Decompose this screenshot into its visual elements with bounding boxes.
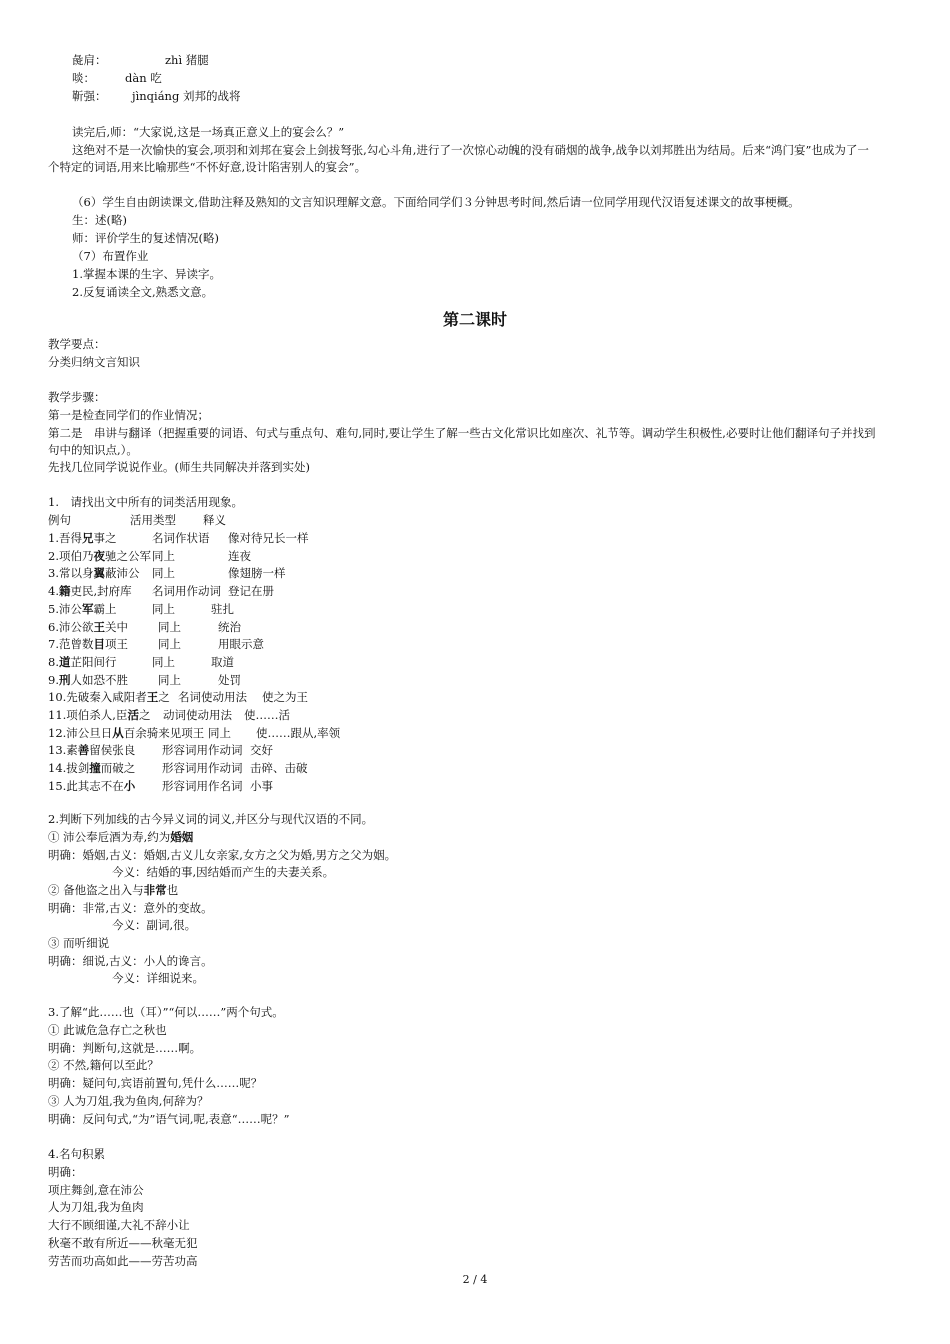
usage-type: 同上 bbox=[152, 566, 175, 581]
paragraph: 读完后,师：“大家说,这是一场真正意义上的宴会么？” bbox=[72, 125, 345, 139]
example-sentence: 1.吾得兄事之 bbox=[48, 531, 117, 545]
pattern-line: 明确：反问句式,“为”语气词,呢,表意“……呢？” bbox=[48, 1111, 290, 1126]
highlighted-word: 小 bbox=[123, 778, 136, 793]
modern-meaning-line: 今义：详细说来。 bbox=[112, 971, 204, 985]
pattern-line: ③ 人为刀俎,我为鱼肉,何辞为？ bbox=[48, 1093, 209, 1108]
column-header: 释义 bbox=[203, 513, 226, 527]
example-sentence: 9.刑人如恐不胜 bbox=[48, 672, 128, 687]
usage-meaning: 像对待兄长一样 bbox=[228, 531, 309, 545]
usage-type: 动词使动用法 bbox=[163, 708, 232, 722]
vocab-pinyin: dàn 吃 bbox=[125, 71, 162, 85]
question-line: ③ 而听细说 bbox=[48, 936, 110, 950]
example-sentence: 10.先破秦入咸阳者王之 bbox=[48, 690, 170, 705]
column-header: 活用类型 bbox=[130, 513, 176, 527]
example-sentence: 5.沛公军霸上 bbox=[48, 601, 117, 616]
example-sentence: 7.范曾数目项王 bbox=[48, 637, 128, 652]
example-sentence: 14.拔剑撞而破之 bbox=[48, 761, 136, 776]
quote-line: 人为刀俎,我为鱼肉 bbox=[48, 1200, 144, 1215]
pattern-line: ① 此诚危急存亡之秋也 bbox=[48, 1023, 167, 1037]
usage-type: 同上 bbox=[152, 654, 175, 669]
modern-meaning-line: 今义：结婚的事,因结婚而产生的夫妻关系。 bbox=[112, 865, 335, 879]
usage-type: 名词作状语 bbox=[152, 531, 210, 545]
usage-meaning: 驻扎 bbox=[211, 601, 234, 616]
vocab-word: 啖： bbox=[72, 71, 95, 85]
paragraph: 第二是 串讲与翻译（把握重要的词语、句式与重点句、难句,同时,要让学生了解一些古文化常识比如座次、礼节等。调动学生积极性,必要时让他们翻译句子并找到 bbox=[48, 426, 876, 440]
highlighted-word: 善 bbox=[77, 743, 90, 758]
usage-meaning: 小事 bbox=[250, 778, 273, 793]
page-number: 2 / 4 bbox=[462, 1273, 488, 1286]
usage-type: 同上 bbox=[208, 725, 231, 740]
example-sentence: 4.籍吏民,封府库 bbox=[48, 584, 132, 599]
quote-line: 项庄舞剑,意在沛公 bbox=[48, 1182, 144, 1197]
example-sentence: 12.沛公旦日从百余骑来见项王 bbox=[48, 725, 205, 740]
vocab-word: 彘肩： bbox=[72, 53, 107, 67]
paragraph: 1.掌握本课的生字、异读字。 bbox=[72, 267, 221, 281]
example-sentence: 3.常以身翼蔽沛公 bbox=[48, 566, 140, 581]
paragraph: 第一是检查同学们的作业情况； bbox=[48, 408, 209, 422]
paragraph: 句中的知识点,）。 bbox=[48, 443, 138, 457]
highlighted-word: 婚姻 bbox=[170, 830, 194, 844]
usage-meaning: 使之为王 bbox=[262, 690, 308, 705]
usage-meaning: 统治 bbox=[218, 619, 241, 634]
question-line: ② 备他盗之出入与非常也 bbox=[48, 883, 179, 897]
highlighted-word: 军 bbox=[81, 601, 94, 616]
paragraph: 2.反复诵读全文,熟悉文意。 bbox=[72, 285, 214, 299]
highlighted-word: 撞 bbox=[89, 761, 101, 776]
example-sentence: 6.沛公欲王关中 bbox=[48, 619, 128, 634]
answer-line: 明确：婚姻,古义：婚姻,古义儿女亲家,女方之父为婚,男方之父为姻。 bbox=[48, 847, 397, 862]
paragraph: 这绝对不是一次愉快的宴会,项羽和刘邦在宴会上剑拔弩张,勾心斗角,进行了一次惊心动魄的没有硝烟的战争,战争以刘邦胜出为结局。后来“鸿门宴”也成为了一 bbox=[72, 143, 869, 157]
question-line: ① 沛公奉卮酒为寿,约为婚姻 bbox=[48, 830, 194, 844]
highlighted-word: 籍 bbox=[58, 584, 71, 599]
usage-type: 形容词用作动词 bbox=[162, 743, 243, 758]
example-sentence: 2.项伯乃夜驰之公军 bbox=[48, 548, 151, 563]
example-sentence: 15.此其志不在小 bbox=[48, 778, 136, 793]
section-heading: 第二课时 bbox=[442, 310, 507, 329]
usage-meaning: 使……活 bbox=[244, 708, 290, 722]
highlighted-word: 兄 bbox=[81, 531, 94, 545]
section-title: 1. 请找出文中所有的词类活用现象。 bbox=[48, 495, 243, 509]
paragraph: 先找几位同学说说作业。(师生共同解决并落到实处) bbox=[48, 460, 310, 474]
label: 教学要点： bbox=[48, 337, 106, 351]
highlighted-word: 道 bbox=[58, 654, 71, 669]
usage-meaning: 击碎、击破 bbox=[250, 761, 308, 776]
example-sentence: 8.道芷阳间行 bbox=[48, 654, 117, 669]
vocab-pinyin: jìnqiáng 刘邦的战将 bbox=[132, 89, 241, 103]
paragraph: 生：述(略) bbox=[72, 213, 127, 227]
usage-type: 同上 bbox=[158, 672, 181, 687]
answer-line: 明确：细说,古义：小人的谗言。 bbox=[48, 953, 213, 968]
section-title: 3.了解“此……也（耳）”“何以……”两个句式。 bbox=[48, 1005, 284, 1019]
paragraph: 分类归纳文言知识 bbox=[48, 355, 140, 369]
highlighted-word: 王 bbox=[93, 619, 105, 634]
usage-type: 名词用作动词 bbox=[152, 584, 221, 599]
pattern-line: 明确：疑问句,宾语前置句,凭什么……呢？ bbox=[48, 1076, 263, 1091]
column-header: 例句 bbox=[48, 513, 71, 527]
section-title: 2.判断下列加线的古今异义词的词义,并区分与现代汉语的不同。 bbox=[48, 812, 374, 826]
highlighted-word: 非常 bbox=[143, 883, 167, 897]
usage-type: 同上 bbox=[158, 619, 181, 634]
usage-meaning: 用眼示意 bbox=[218, 637, 264, 652]
example-sentence: 13.素善留侯张良 bbox=[48, 743, 136, 758]
highlighted-word: 目 bbox=[93, 637, 105, 652]
quote-line: 大行不顾细谨,大礼不辞小让 bbox=[48, 1218, 190, 1233]
usage-meaning: 取道 bbox=[211, 654, 234, 669]
highlighted-word: 翼 bbox=[93, 566, 105, 581]
usage-meaning: 像翅膀一样 bbox=[228, 566, 286, 581]
quote-line: 明确： bbox=[48, 1165, 83, 1179]
highlighted-word: 夜 bbox=[93, 548, 105, 563]
vocab-pinyin: zhì 猪腿 bbox=[165, 53, 209, 67]
usage-meaning: 登记在册 bbox=[228, 584, 274, 599]
paragraph: （6）学生自由朗读课文,借助注释及熟知的文言知识理解文意。下面给同学们３分钟思考时间,然后请一位同学用现代汉语复述课文的故事梗概。 bbox=[72, 195, 800, 209]
pattern-line: ② 不然,籍何以至此？ bbox=[48, 1058, 159, 1073]
quote-line: 秋毫不敢有所近——秋毫无犯 bbox=[48, 1235, 198, 1250]
usage-meaning: 使……跟从,率领 bbox=[256, 725, 341, 740]
highlighted-word: 活 bbox=[127, 708, 139, 722]
paragraph: 个特定的词语,用来比喻那些“不怀好意,设计陷害别人的宴会”。 bbox=[48, 160, 367, 174]
label: 教学步骤： bbox=[48, 390, 106, 404]
usage-meaning: 连夜 bbox=[228, 548, 251, 563]
usage-type: 同上 bbox=[158, 637, 181, 652]
vocab-word: 靳强： bbox=[72, 89, 107, 103]
usage-type: 名词使动用法 bbox=[178, 690, 247, 705]
usage-meaning: 处罚 bbox=[218, 672, 241, 687]
answer-line: 明确：非常,古义：意外的变故。 bbox=[48, 900, 213, 915]
usage-type: 同上 bbox=[152, 601, 175, 616]
section-title: 4.名句积累 bbox=[48, 1147, 105, 1161]
usage-type: 形容词用作动词 bbox=[162, 761, 243, 776]
quote-line: 劳苦而功高如此——劳苦功高 bbox=[48, 1253, 198, 1268]
highlighted-word: 从 bbox=[112, 725, 124, 740]
usage-type: 同上 bbox=[152, 548, 175, 563]
example-sentence: 11.项伯杀人,臣活之 bbox=[48, 708, 151, 722]
paragraph: （7）布置作业 bbox=[72, 249, 149, 263]
modern-meaning-line: 今义：副词,很。 bbox=[112, 918, 197, 932]
pattern-line: 明确：判断句,这就是……啊。 bbox=[48, 1040, 202, 1055]
usage-meaning: 交好 bbox=[250, 743, 273, 758]
highlighted-word: 刑 bbox=[58, 672, 71, 687]
paragraph: 师：评价学生的复述情况(略) bbox=[72, 231, 219, 245]
usage-type: 形容词用作名词 bbox=[162, 778, 243, 793]
highlighted-word: 王 bbox=[146, 690, 159, 705]
